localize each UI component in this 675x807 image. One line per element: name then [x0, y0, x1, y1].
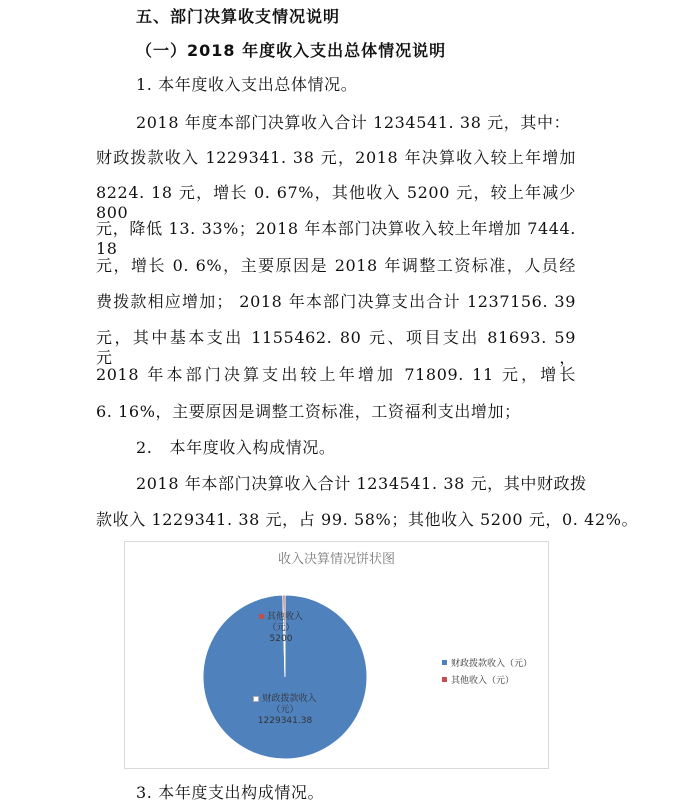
paragraph-line: 8224. 18 元，增长 0. 67%，其他收入 5200 元，较上年减少 800 — [96, 183, 576, 222]
paragraph-title-1: 1. 本年度收入支出总体情况。 — [136, 75, 358, 94]
section-heading: 五、部门决算收支情况说明 — [136, 7, 341, 26]
data-label-value: 5200 — [269, 634, 293, 644]
data-label-swatch — [253, 696, 259, 702]
legend-label: 其他收入（元） — [451, 676, 515, 686]
legend-swatch — [442, 677, 447, 682]
paragraph-title-2: 2. 本年度收入构成情况。 — [136, 438, 336, 457]
chart-title: 收入决算情况饼状图 — [277, 552, 395, 567]
paragraph-line: 元，其中基本支出 1155462. 80 元、项目支出 81693. 59 元， — [96, 328, 576, 367]
data-label-unit: （元） — [271, 705, 299, 715]
paragraph-line: 6. 16%，主要原因是调整工资标准，工资福利支出增加； — [96, 402, 521, 421]
paragraph-line: 款收入 1229341. 38 元，占 99. 58%；其他收入 5200 元，0. 42%。 — [96, 510, 639, 529]
paragraph-line: 费拨款相应增加； 2018 年本部门决算支出合计 1237156. 39 — [96, 292, 576, 311]
paragraph-line: 2018 年本部门决算收入合计 1234541. 38 元，其中财政拨 — [136, 474, 587, 493]
data-label-name: 其他收入（元） — [266, 612, 303, 633]
data-label-swatch — [259, 614, 264, 619]
paragraph-line: 财政拨款收入 1229341. 38 元，2018 年决算收入较上年增加 — [96, 148, 576, 167]
paragraph-line: 元，降低 13. 33%；2018 年本部门决算收入较上年增加 7444. 18 — [96, 219, 576, 258]
paragraph-line: 2018 年度本部门决算收入合计 1234541. 38 元，其中： — [136, 113, 571, 132]
paragraph-line: 2018 年本部门决算支出较上年增加 71809. 11 元，增长 — [96, 365, 576, 384]
data-label-name: 财政拨款收入 — [262, 694, 317, 704]
legend-swatch — [442, 660, 447, 665]
subsection-heading: （一）2018 年度收入支出总体情况说明 — [136, 41, 447, 60]
paragraph-line: 元，增长 0. 6%，主要原因是 2018 年调整工资标准，人员经 — [96, 256, 576, 275]
legend-item-other — [442, 671, 532, 688]
paragraph-title-3: 3. 本年度支出构成情况。 — [136, 783, 325, 802]
legend-label: 财政拨款收入（元） — [451, 659, 533, 669]
legend-item-fiscal — [442, 654, 532, 671]
data-label-other — [246, 612, 316, 645]
data-label-fiscal — [240, 694, 330, 727]
data-label-value: 1229341.38 — [257, 716, 313, 726]
chart-legend — [442, 654, 532, 688]
